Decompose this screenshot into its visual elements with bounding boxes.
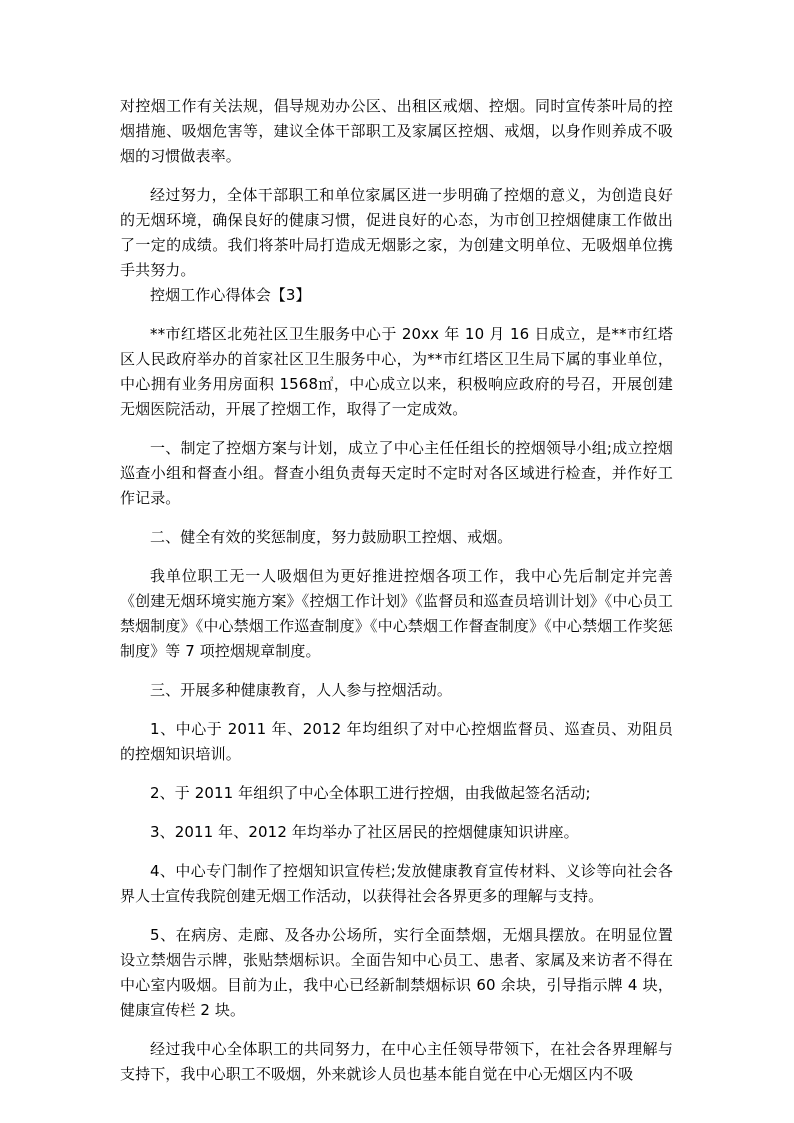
paragraph-effort-summary: 经过努力，全体干部职工和单位家属区进一步明确了控烟的意义，为创造良好的无烟环境，确保良好的健康习惯，促进良好的心态，为市创卫控烟健康工作做出了一定的成绩。我们将茶叶局打造成无烟影之家，为创建文明单位、无吸烟单位携手共努力。: [120, 186, 673, 279]
paragraph-plan: 一、制定了控烟方案与计划，成立了中心主任任组长的控烟领导小组;成立控烟巡查小组和督查小组。督查小组负责每天定时不定时对各区域进行检查，并作好工作记录。: [120, 439, 673, 507]
paragraph-continued: 对控烟工作有关法规，倡导规劝办公区、出租区戒烟、控烟。同时宣传茶叶局的控烟措施、吸烟危害等，建议全体干部职工及家属区控烟、戒烟，以身作则养成不吸烟的习惯做表率。: [120, 97, 673, 165]
paragraph-item-4: 4、中心专门制作了控烟知识宣传栏;发放健康教育宣传材料、义诊等向社会各界人士宣传我院创建无烟工作活动，以获得社会各界更多的理解与支持。: [120, 862, 673, 905]
paragraph-center-intro: **市红塔区北苑社区卫生服务中心于 20xx 年 10 月 16 日成立，是**市红塔区人民政府举办的首家社区卫生服务中心，为**市红塔区卫生局下属的事业单位，中心拥有业务用房面积 1568㎡，中心成立以来，积极响应政府的号召，开展创建无烟医院活动，开展了控烟工作，取得了一定成效。: [120, 325, 673, 418]
paragraph-reward-system: 二、健全有效的奖惩制度，努力鼓励职工控烟、戒烟。: [150, 528, 513, 546]
paragraph-item-1: 1、中心于 2011 年、2012 年均组织了对中心控烟监督员、巡查员、劝阻员的控烟知识培训。: [120, 720, 673, 763]
section-title: 控烟工作心得体会【3】: [150, 286, 311, 304]
paragraph-health-education: 三、开展多种健康教育，人人参与控烟活动。: [150, 681, 453, 699]
paragraph-item-5: 5、在病房、走廊、及各办公场所，实行全面禁烟，无烟具摆放。在明显位置设立禁烟告示牌，张贴禁烟标识。全面告知中心员工、患者、家属及来访者不得在中心室内吸烟。目前为止，我中心已经新制禁烟标识 60 余块，引导指示牌 4 块，健康宣传栏 2 块。: [120, 926, 673, 1019]
paragraph-rules: 我单位职工无一人吸烟但为更好推进控烟各项工作，我中心先后制定并完善《创建无烟环境实施方案》《控烟工作计划》《监督员和巡查员培训计划》《中心员工禁烟制度》《中心禁烟工作巡查制度》《中心禁烟工作督查制度》《中心禁烟工作奖惩制度》等 7 项控烟规章制度。: [120, 567, 673, 660]
document-body: [120, 94, 673, 1087]
paragraph-item-2: 2、于 2011 年组织了中心全体职工进行控烟，由我做起签名活动;: [150, 784, 591, 802]
paragraph-conclusion: 经过我中心全体职工的共同努力，在中心主任领导带领下，在社会各界理解与支持下，我中心职工不吸烟，外来就诊人员也基本能自觉在中心无烟区内不吸: [120, 1040, 673, 1083]
paragraph-item-3: 3、2011 年、2012 年均举办了社区居民的控烟健康知识讲座。: [150, 823, 579, 841]
